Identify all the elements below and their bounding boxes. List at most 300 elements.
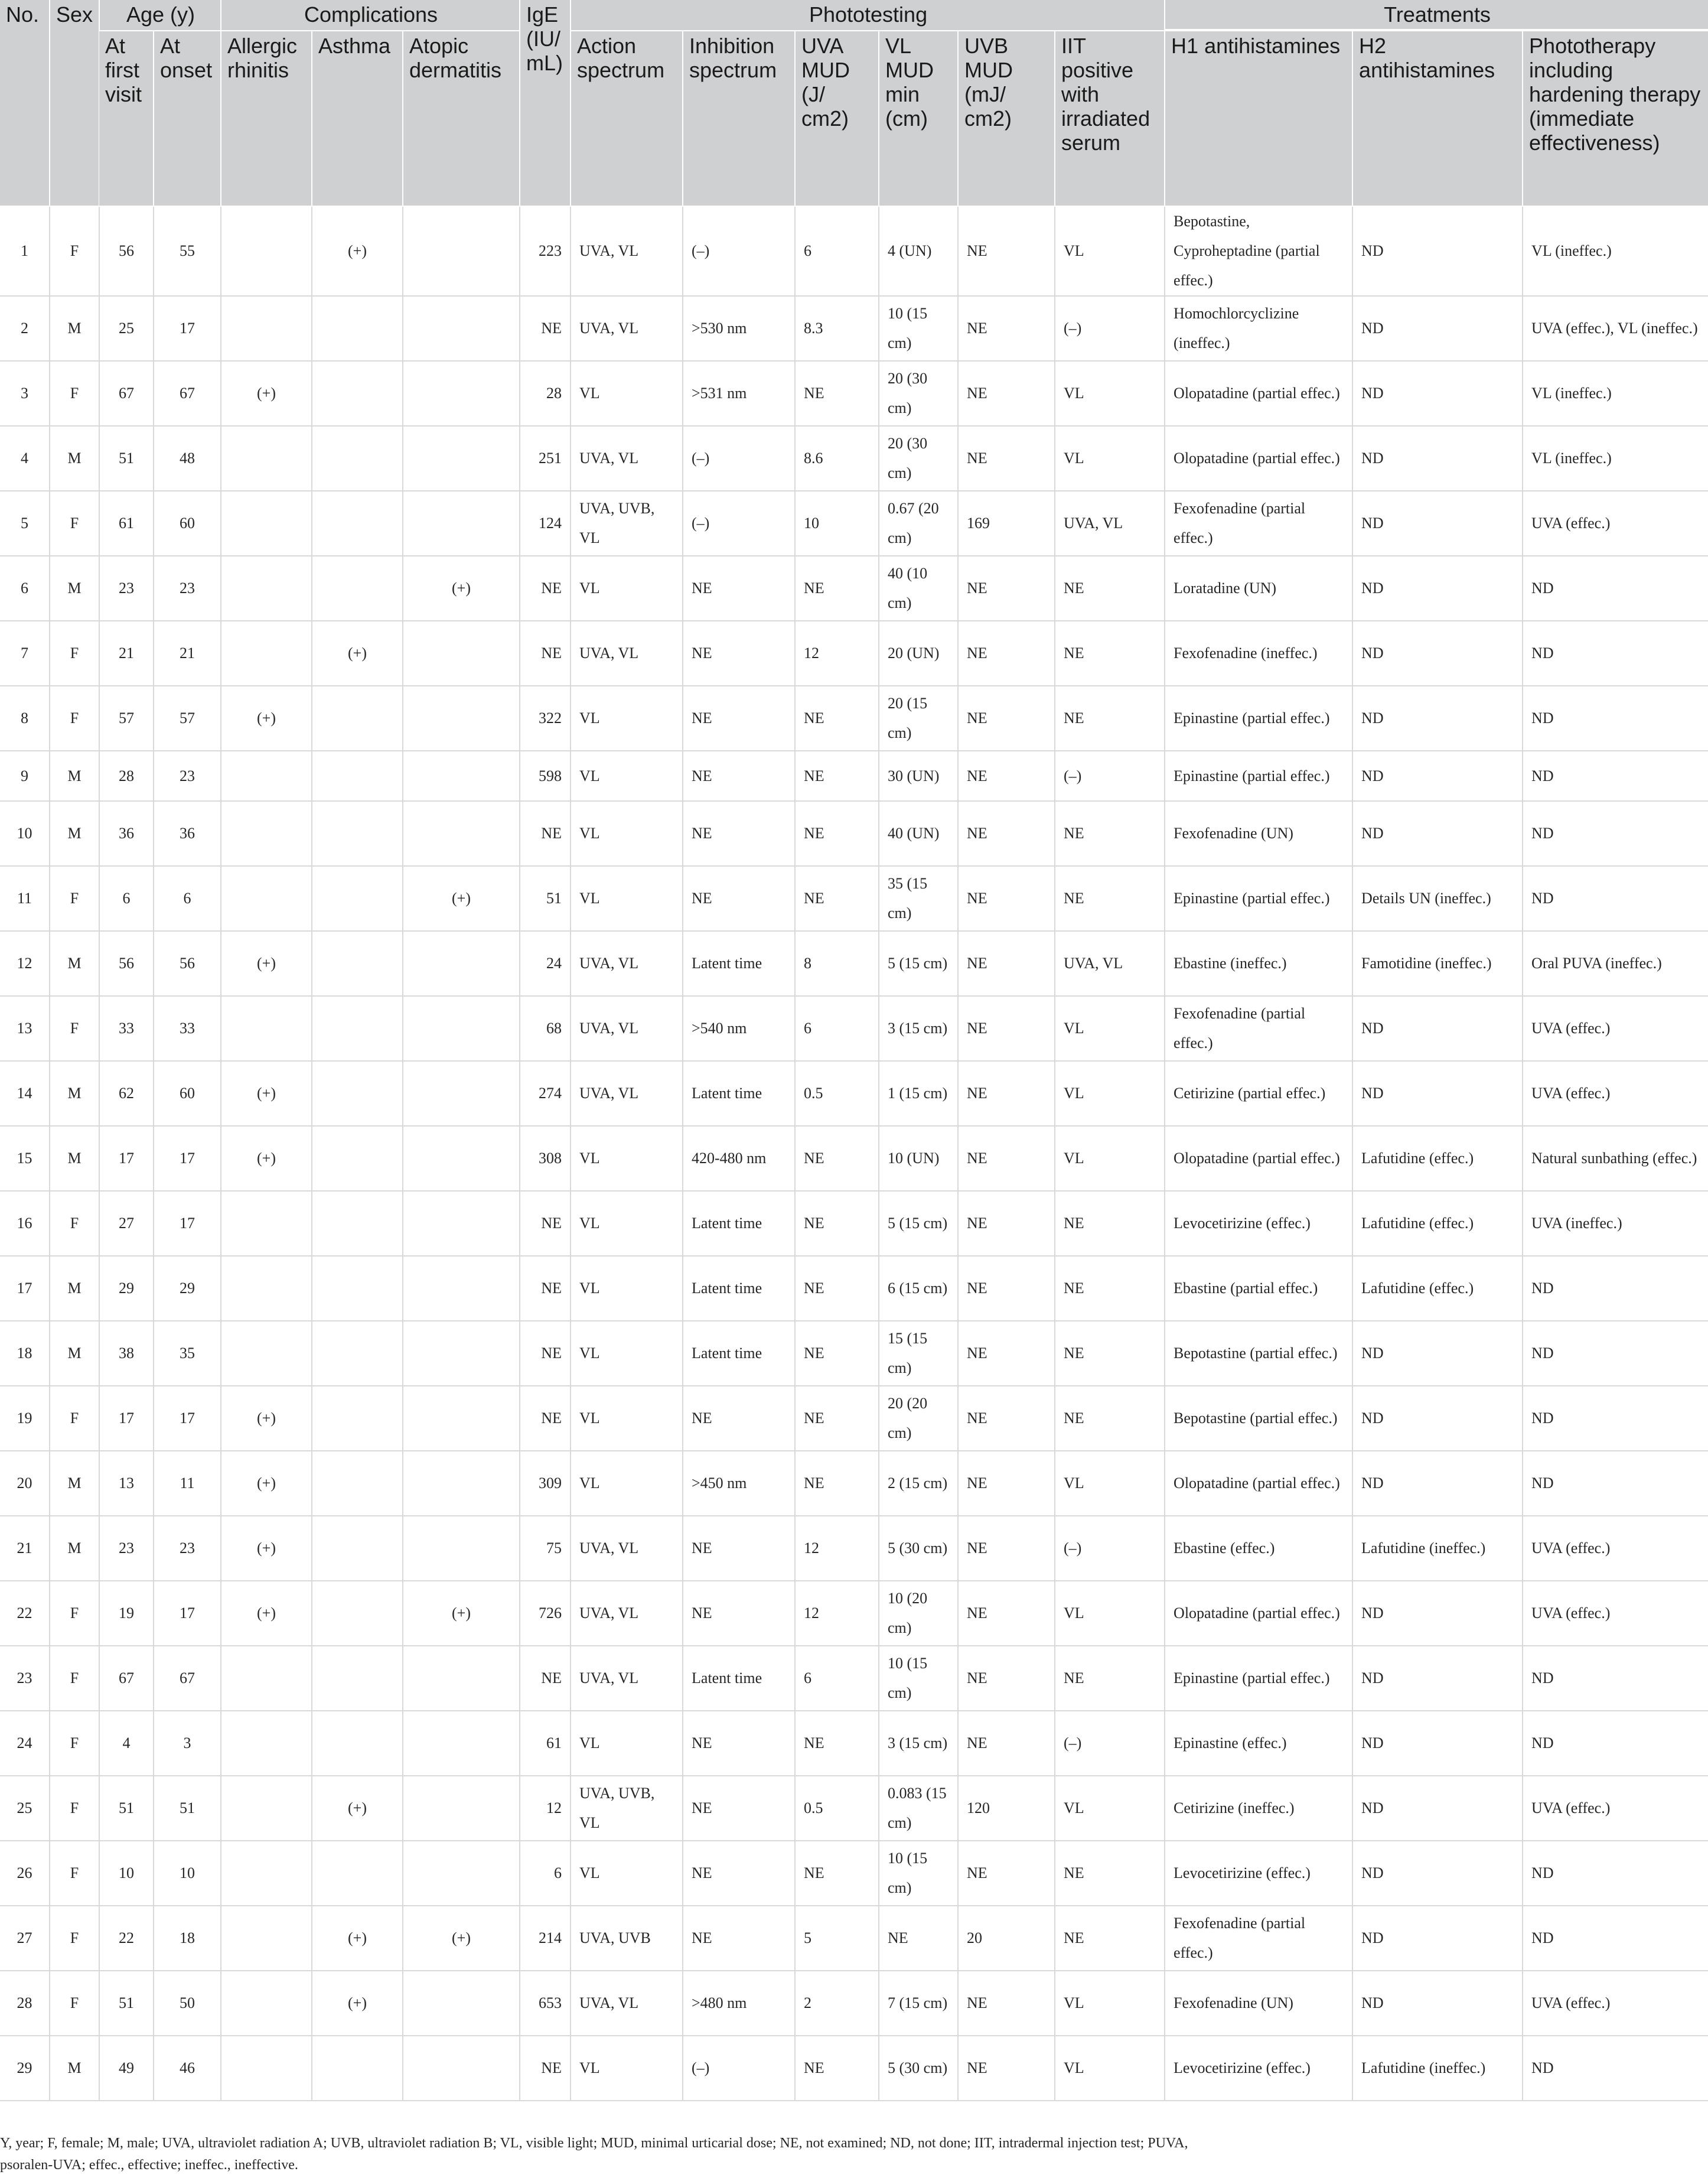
cell-uvb-mud: 20 [958,1906,1055,1971]
col-group-treatments: Treatments [1165,0,1708,30]
table-row [0,361,1708,426]
cell-h1-antihistamines: Levocetirizine (effec.) [1165,1191,1352,1256]
cell-iit: (–) [1055,1516,1165,1581]
cell-phototherapy: ND [1523,1451,1708,1516]
cell-allergic-rhinitis [221,491,312,556]
cell-allergic-rhinitis: (+) [221,1061,312,1126]
cell-uvb-mud: NE [958,866,1055,931]
cell-h1-antihistamines: Bepotastine, Cyproheptadine (partial effec.) [1165,206,1352,296]
cell-no: 5 [0,491,50,556]
cell-iit: VL [1055,1126,1165,1191]
cell-allergic-rhinitis: (+) [221,1126,312,1191]
cell-age-first-visit: 10 [99,1841,154,1906]
cell-atopic-dermatitis [403,1646,520,1711]
table-row [0,206,1708,296]
cell-uva-mud: 12 [795,1581,879,1646]
cell-uvb-mud: NE [958,621,1055,686]
col-no: No. [0,0,50,206]
col-group-age: Age (y) [99,0,221,31]
cell-h2-antihistamines: Lafutidine (effec.) [1352,1256,1523,1321]
cell-h2-antihistamines: Lafutidine (ineffec.) [1352,1516,1523,1581]
cell-age-onset: 23 [154,556,221,621]
cell-age-first-visit: 29 [99,1256,154,1321]
cell-vl-mud: 0.083 (15 cm) [879,1776,958,1841]
cell-phototherapy: ND [1523,866,1708,931]
cell-age-onset: 21 [154,621,221,686]
cell-action-spectrum: UVA, VL [571,1646,683,1711]
cell-phototherapy: ND [1523,1646,1708,1711]
cell-h2-antihistamines: ND [1352,1581,1523,1646]
cell-atopic-dermatitis [403,751,520,801]
cell-ige: NE [520,621,571,686]
cell-h1-antihistamines: Levocetirizine (effec.) [1165,1841,1352,1906]
cell-inhibition-spectrum: 420-480 nm [683,1126,795,1191]
cell-no: 16 [0,1191,50,1256]
cell-uvb-mud: NE [958,361,1055,426]
cell-allergic-rhinitis [221,1711,312,1776]
cell-uvb-mud: NE [958,1841,1055,1906]
cell-allergic-rhinitis [221,2036,312,2101]
cell-age-onset: 17 [154,1126,221,1191]
col-group-phototesting: Phototesting [571,0,1165,31]
cell-h2-antihistamines: ND [1352,426,1523,491]
cell-atopic-dermatitis [403,931,520,996]
cell-iit: VL [1055,206,1165,296]
cell-uva-mud: NE [795,361,879,426]
cell-ige: 61 [520,1711,571,1776]
cell-uvb-mud: NE [958,1711,1055,1776]
cell-no: 20 [0,1451,50,1516]
cell-h1-antihistamines: Fexofenadine (partial effec.) [1165,491,1352,556]
cell-h2-antihistamines: ND [1352,1841,1523,1906]
cell-uvb-mud: NE [958,996,1055,1061]
cell-ige: NE [520,1321,571,1386]
cell-ige: 6 [520,1841,571,1906]
cell-uva-mud: 8.6 [795,426,879,491]
cell-atopic-dermatitis [403,1841,520,1906]
cell-vl-mud: 10 (15 cm) [879,1646,958,1711]
cell-h2-antihistamines: Lafutidine (ineffec.) [1352,2036,1523,2101]
cell-age-onset: 17 [154,1191,221,1256]
cell-inhibition-spectrum: NE [683,1516,795,1581]
table-row [0,866,1708,931]
cell-sex: F [50,866,99,931]
cell-age-onset: 56 [154,931,221,996]
cell-action-spectrum: VL [571,361,683,426]
cell-asthma [312,866,403,931]
cell-ige: 308 [520,1126,571,1191]
cell-phototherapy: ND [1523,2036,1708,2101]
cell-h2-antihistamines: ND [1352,1971,1523,2036]
cell-h1-antihistamines: Olopatadine (partial effec.) [1165,361,1352,426]
cell-sex: F [50,206,99,296]
cell-ige: NE [520,556,571,621]
cell-iit: VL [1055,1581,1165,1646]
cell-action-spectrum: VL [571,556,683,621]
table-row [0,801,1708,866]
cell-inhibition-spectrum: NE [683,751,795,801]
cell-h1-antihistamines: Epinastine (effec.) [1165,1711,1352,1776]
cell-uva-mud: 0.5 [795,1776,879,1841]
cell-vl-mud: 20 (UN) [879,621,958,686]
cell-allergic-rhinitis [221,1906,312,1971]
col-allergic-rhinitis: Allergic rhinitis [221,31,312,206]
cell-age-onset: 17 [154,1386,221,1451]
cell-h1-antihistamines: Fexofenadine (partial effec.) [1165,1906,1352,1971]
cell-age-first-visit: 22 [99,1906,154,1971]
col-h1-antihistamines: H1 antihistamines [1165,31,1352,206]
cell-h1-antihistamines: Ebastine (ineffec.) [1165,931,1352,996]
cell-uvb-mud: NE [958,1191,1055,1256]
cell-uvb-mud: NE [958,751,1055,801]
cell-uva-mud: 10 [795,491,879,556]
cell-age-onset: 60 [154,491,221,556]
cell-atopic-dermatitis [403,2036,520,2101]
cell-uva-mud: NE [795,556,879,621]
table-row [0,1321,1708,1386]
cell-vl-mud: 6 (15 cm) [879,1256,958,1321]
cell-sex: M [50,426,99,491]
cell-h1-antihistamines: Homochlorcyclizine (ineffec.) [1165,296,1352,361]
cell-allergic-rhinitis [221,1191,312,1256]
cell-allergic-rhinitis [221,801,312,866]
cell-atopic-dermatitis [403,1321,520,1386]
cell-ige: NE [520,1256,571,1321]
cell-age-onset: 33 [154,996,221,1061]
cell-vl-mud: 15 (15 cm) [879,1321,958,1386]
cell-h2-antihistamines: ND [1352,686,1523,751]
cell-age-onset: 17 [154,296,221,361]
cell-no: 2 [0,296,50,361]
cell-inhibition-spectrum: NE [683,1776,795,1841]
cell-sex: F [50,1646,99,1711]
cell-h2-antihistamines: Details UN (ineffec.) [1352,866,1523,931]
cell-age-first-visit: 36 [99,801,154,866]
cell-atopic-dermatitis [403,361,520,426]
cell-age-first-visit: 23 [99,1516,154,1581]
cell-atopic-dermatitis [403,1776,520,1841]
cell-ige: 75 [520,1516,571,1581]
cell-atopic-dermatitis: (+) [403,1906,520,1971]
cell-inhibition-spectrum: Latent time [683,1191,795,1256]
cell-vl-mud: 3 (15 cm) [879,1711,958,1776]
cell-vl-mud: 5 (30 cm) [879,1516,958,1581]
cell-sex: M [50,1451,99,1516]
cell-age-onset: 11 [154,1451,221,1516]
cell-action-spectrum: UVA, VL [571,931,683,996]
cell-uvb-mud: NE [958,1451,1055,1516]
cell-no: 13 [0,996,50,1061]
cell-allergic-rhinitis: (+) [221,361,312,426]
cell-inhibition-spectrum: Latent time [683,1321,795,1386]
cell-uvb-mud: NE [958,1061,1055,1126]
cell-action-spectrum: VL [571,751,683,801]
cell-vl-mud: 20 (20 cm) [879,1386,958,1451]
cell-age-first-visit: 13 [99,1451,154,1516]
cell-age-onset: 10 [154,1841,221,1906]
cell-phototherapy: UVA (ineffec.) [1523,1191,1708,1256]
cell-iit: VL [1055,996,1165,1061]
cell-ige: 223 [520,206,571,296]
cell-vl-mud: 10 (15 cm) [879,1841,958,1906]
cell-iit: NE [1055,686,1165,751]
cell-allergic-rhinitis [221,1256,312,1321]
cell-phototherapy: ND [1523,621,1708,686]
cell-inhibition-spectrum: >450 nm [683,1451,795,1516]
cell-action-spectrum: VL [571,1191,683,1256]
cell-h1-antihistamines: Olopatadine (partial effec.) [1165,426,1352,491]
cell-age-first-visit: 6 [99,866,154,931]
cell-inhibition-spectrum: NE [683,1386,795,1451]
cell-h2-antihistamines: ND [1352,1386,1523,1451]
cell-h2-antihistamines: ND [1352,296,1523,361]
cell-uva-mud: NE [795,686,879,751]
cell-inhibition-spectrum: Latent time [683,931,795,996]
cell-no: 26 [0,1841,50,1906]
cell-sex: M [50,1321,99,1386]
cell-action-spectrum: UVA, VL [571,621,683,686]
cell-uva-mud: NE [795,1451,879,1516]
cell-uvb-mud: NE [958,1646,1055,1711]
cell-phototherapy: VL (ineffec.) [1523,206,1708,296]
cell-age-onset: 67 [154,361,221,426]
cell-iit: (–) [1055,1711,1165,1776]
cell-vl-mud: 0.67 (20 cm) [879,491,958,556]
cell-uva-mud: 12 [795,1516,879,1581]
table-row [0,426,1708,491]
cell-asthma [312,1061,403,1126]
table-row [0,1646,1708,1711]
cell-inhibition-spectrum: NE [683,866,795,931]
cell-asthma [312,931,403,996]
cell-allergic-rhinitis: (+) [221,931,312,996]
cell-inhibition-spectrum: Latent time [683,1061,795,1126]
cell-atopic-dermatitis [403,1126,520,1191]
cell-vl-mud: 5 (15 cm) [879,1191,958,1256]
cell-h2-antihistamines: Lafutidine (effec.) [1352,1126,1523,1191]
cell-uvb-mud: NE [958,1581,1055,1646]
cell-asthma [312,1256,403,1321]
cell-uva-mud: NE [795,1191,879,1256]
cell-phototherapy: UVA (effec.), VL (ineffec.) [1523,296,1708,361]
cell-h2-antihistamines: ND [1352,1321,1523,1386]
cell-ige: 24 [520,931,571,996]
table-row [0,491,1708,556]
cell-iit: VL [1055,426,1165,491]
cell-allergic-rhinitis [221,206,312,296]
cell-asthma: (+) [312,206,403,296]
table-row [0,296,1708,361]
table-row [0,1971,1708,2036]
cell-asthma [312,996,403,1061]
cell-phototherapy: ND [1523,801,1708,866]
cell-ige: 274 [520,1061,571,1126]
cell-sex: F [50,1906,99,1971]
col-atopic-dermatitis: Atopic dermatitis [403,31,520,206]
cell-action-spectrum: VL [571,1451,683,1516]
cell-age-first-visit: 4 [99,1711,154,1776]
cell-h1-antihistamines: Cetirizine (partial effec.) [1165,1061,1352,1126]
col-uva-mud: UVA MUD (J/ cm2) [795,31,879,206]
table-row [0,1191,1708,1256]
cell-atopic-dermatitis [403,491,520,556]
cell-no: 14 [0,1061,50,1126]
cell-iit: NE [1055,801,1165,866]
cell-atopic-dermatitis [403,296,520,361]
cell-uvb-mud: NE [958,556,1055,621]
cell-asthma [312,801,403,866]
cell-action-spectrum: UVA, VL [571,996,683,1061]
cell-atopic-dermatitis [403,801,520,866]
cell-uva-mud: 0.5 [795,1061,879,1126]
cell-uva-mud: NE [795,2036,879,2101]
cell-sex: M [50,1256,99,1321]
cell-asthma [312,1646,403,1711]
cell-uvb-mud: NE [958,1126,1055,1191]
cell-action-spectrum: VL [571,1126,683,1191]
cell-ige: 309 [520,1451,571,1516]
cell-action-spectrum: UVA, VL [571,1581,683,1646]
cell-action-spectrum: VL [571,686,683,751]
cell-age-first-visit: 17 [99,1126,154,1191]
cell-ige: NE [520,1191,571,1256]
cell-allergic-rhinitis: (+) [221,1386,312,1451]
cell-age-first-visit: 51 [99,1776,154,1841]
cell-allergic-rhinitis: (+) [221,1451,312,1516]
cell-uva-mud: 6 [795,1646,879,1711]
cell-asthma [312,491,403,556]
cell-ige: 214 [520,1906,571,1971]
cell-ige: 598 [520,751,571,801]
cell-age-first-visit: 33 [99,996,154,1061]
cell-iit: VL [1055,1776,1165,1841]
col-h2-antihistamines: H2 antihistamines [1352,31,1523,206]
cell-h1-antihistamines: Epinastine (partial effec.) [1165,751,1352,801]
table-row [0,1841,1708,1906]
cell-asthma [312,361,403,426]
cell-atopic-dermatitis [403,996,520,1061]
cell-inhibition-spectrum: >530 nm [683,296,795,361]
cell-action-spectrum: VL [571,1386,683,1451]
cell-ige: 12 [520,1776,571,1841]
cell-allergic-rhinitis [221,1841,312,1906]
cell-h1-antihistamines: Loratadine (UN) [1165,556,1352,621]
cell-age-onset: 67 [154,1646,221,1711]
cell-no: 9 [0,751,50,801]
cell-sex: F [50,1386,99,1451]
cell-h1-antihistamines: Epinastine (partial effec.) [1165,686,1352,751]
cell-asthma: (+) [312,1971,403,2036]
cell-phototherapy: UVA (effec.) [1523,996,1708,1061]
cell-uva-mud: 6 [795,206,879,296]
cell-sex: M [50,751,99,801]
table-row [0,1256,1708,1321]
cell-allergic-rhinitis: (+) [221,1516,312,1581]
cell-asthma [312,556,403,621]
table-row [0,996,1708,1061]
cell-age-first-visit: 49 [99,2036,154,2101]
cell-h2-antihistamines: ND [1352,1646,1523,1711]
cell-uva-mud: NE [795,1711,879,1776]
table-header [0,0,1708,206]
cell-ige: NE [520,2036,571,2101]
cell-uva-mud: NE [795,751,879,801]
cell-sex: M [50,1516,99,1581]
cell-inhibition-spectrum: Latent time [683,1646,795,1711]
cell-iit: NE [1055,1841,1165,1906]
cell-age-first-visit: 17 [99,1386,154,1451]
table-row [0,1581,1708,1646]
cell-iit: VL [1055,1451,1165,1516]
cell-uvb-mud: NE [958,686,1055,751]
cell-h2-antihistamines: ND [1352,621,1523,686]
cell-sex: M [50,1061,99,1126]
cell-age-onset: 3 [154,1711,221,1776]
cell-asthma [312,686,403,751]
cell-atopic-dermatitis [403,1516,520,1581]
cell-uva-mud: 6 [795,996,879,1061]
cell-uvb-mud: NE [958,1256,1055,1321]
cell-age-onset: 29 [154,1256,221,1321]
cell-vl-mud: 1 (15 cm) [879,1061,958,1126]
table-row [0,556,1708,621]
cell-phototherapy: ND [1523,1841,1708,1906]
cell-h1-antihistamines: Epinastine (partial effec.) [1165,866,1352,931]
cell-age-onset: 36 [154,801,221,866]
cell-uva-mud: NE [795,1126,879,1191]
cell-no: 29 [0,2036,50,2101]
cell-phototherapy: UVA (effec.) [1523,1581,1708,1646]
cell-inhibition-spectrum: NE [683,1906,795,1971]
cell-sex: F [50,1776,99,1841]
cell-age-first-visit: 19 [99,1581,154,1646]
cell-age-first-visit: 67 [99,1646,154,1711]
cell-atopic-dermatitis [403,426,520,491]
cell-uvb-mud: NE [958,2036,1055,2101]
cell-action-spectrum: UVA, VL [571,1516,683,1581]
cell-inhibition-spectrum: (–) [683,426,795,491]
table-row [0,1061,1708,1126]
cell-inhibition-spectrum: (–) [683,491,795,556]
cell-uvb-mud: NE [958,1386,1055,1451]
cell-atopic-dermatitis [403,1386,520,1451]
cell-allergic-rhinitis [221,426,312,491]
cell-action-spectrum: UVA, VL [571,206,683,296]
cell-age-onset: 46 [154,2036,221,2101]
cell-age-first-visit: 25 [99,296,154,361]
cell-atopic-dermatitis [403,621,520,686]
cell-atopic-dermatitis [403,1711,520,1776]
cell-vl-mud: 4 (UN) [879,206,958,296]
cell-no: 8 [0,686,50,751]
cell-h2-antihistamines: ND [1352,1451,1523,1516]
cell-sex: F [50,686,99,751]
cell-atopic-dermatitis: (+) [403,556,520,621]
cell-uvb-mud: NE [958,1971,1055,2036]
cell-no: 25 [0,1776,50,1841]
cell-no: 7 [0,621,50,686]
cell-phototherapy: ND [1523,1256,1708,1321]
cell-allergic-rhinitis [221,1776,312,1841]
cell-phototherapy: ND [1523,1321,1708,1386]
cell-sex: F [50,1581,99,1646]
cell-h1-antihistamines: Epinastine (partial effec.) [1165,1646,1352,1711]
cell-no: 24 [0,1711,50,1776]
cell-ige: NE [520,1386,571,1451]
cell-iit: VL [1055,2036,1165,2101]
cell-action-spectrum: VL [571,1841,683,1906]
cell-uvb-mud: NE [958,296,1055,361]
